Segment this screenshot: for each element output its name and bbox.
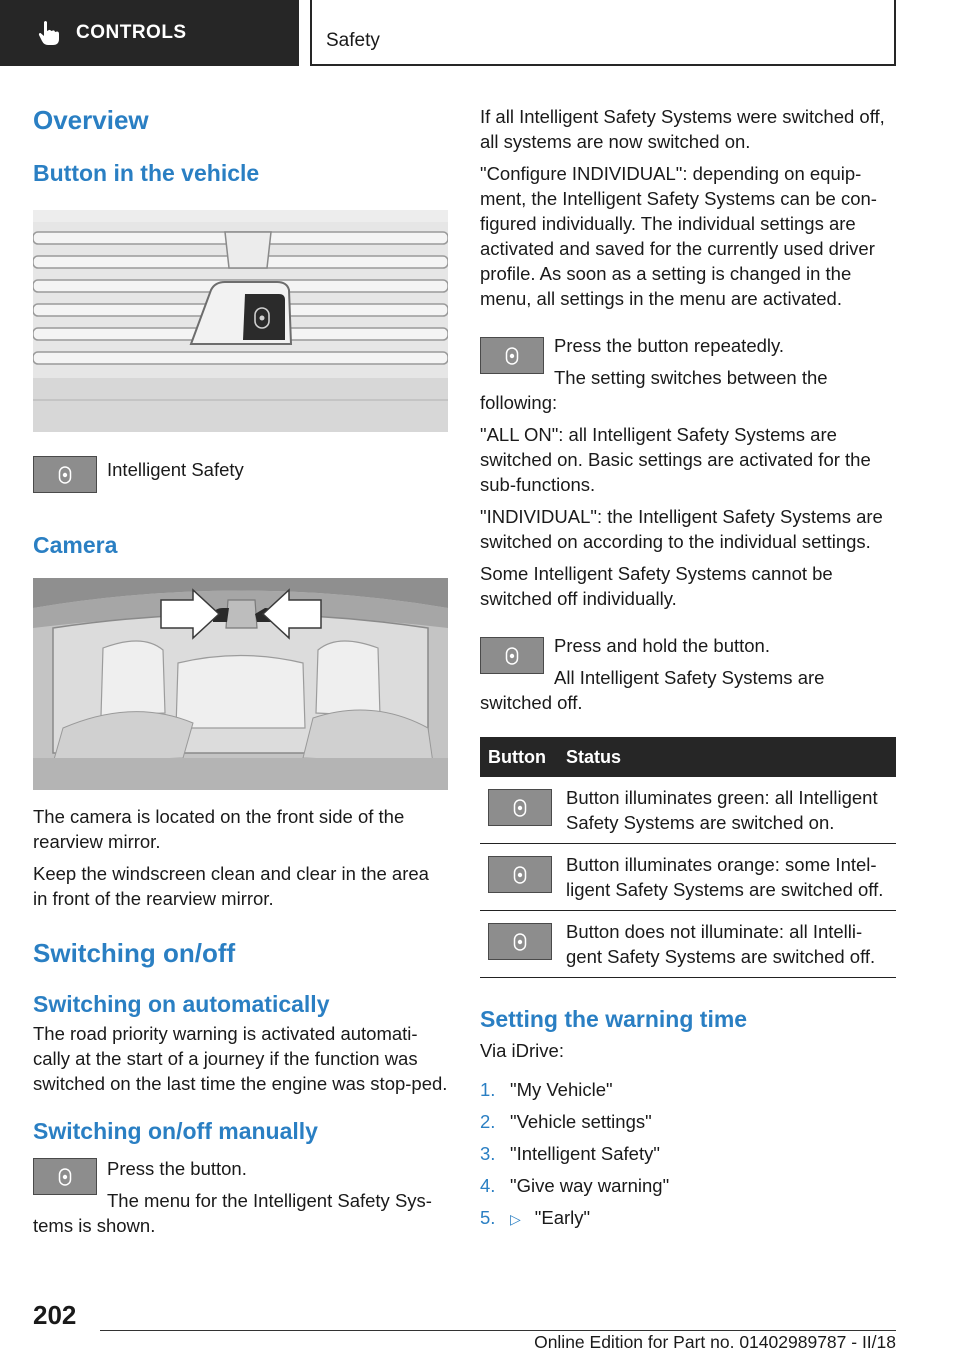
page-header: [0, 0, 960, 66]
camera-clean-text: Keep the windscreen clean and clear in the area in front of the rearview mirror.: [33, 863, 429, 909]
intelligent-safety-row: [33, 456, 448, 516]
manual-switch-row: [33, 1156, 448, 1238]
intelligent-safety-button: [33, 456, 97, 493]
table-row: [480, 844, 896, 911]
table-row: [480, 911, 896, 978]
press-hold-text: Press and hold the button.: [554, 635, 770, 656]
triangle-marker-icon: ▷: [510, 1211, 521, 1227]
list-item: 5. ▷ "Early": [480, 1207, 591, 1228]
status-text: Button does not illuminate: all Intelli-gent Safety Systems are switched off.: [558, 911, 896, 978]
safety-shield-icon: [58, 466, 72, 484]
section-label: CONTROLS: [76, 22, 187, 43]
list-item: 4. "Give way warning": [480, 1175, 670, 1196]
list-item: 2. "Vehicle settings": [480, 1111, 652, 1132]
heading-camera: Camera: [33, 532, 118, 558]
heading-switching-automatically: Switching on automatically: [33, 991, 330, 1017]
some-systems-text: Some Intelligent Safety Systems cannot be switched off individually.: [480, 563, 833, 609]
press-repeatedly-text: Press the button repeatedly.: [554, 335, 785, 356]
status-button-orange: [488, 856, 552, 893]
page-number: 202: [33, 1300, 77, 1330]
safety-shield-icon: [513, 799, 527, 817]
individual-text: "INDIVIDUAL": the Intelligent Safety Systems are switched on according to the individual settings.: [480, 506, 883, 552]
topic-label: Safety: [326, 30, 380, 51]
press-repeatedly-row: [480, 333, 896, 415]
right-column: [480, 104, 896, 1239]
safety-shield-icon: [505, 347, 519, 365]
all-switched-off-text: All Intelligent Safety Systems are switched off.: [480, 667, 825, 713]
table-icon-cell: [480, 911, 558, 978]
via-idrive-text: Via iDrive:: [480, 1040, 564, 1061]
dashboard-button-figure: [33, 210, 448, 432]
list-item: 1. "My Vehicle": [480, 1079, 613, 1100]
section-tab: [0, 0, 299, 66]
header-status: Status: [558, 737, 896, 777]
dashboard-button-illustration: [33, 210, 448, 432]
heading-warning-time: Setting the warning time: [480, 1006, 748, 1032]
safety-shield-icon: [513, 933, 527, 951]
safety-shield-icon: [505, 647, 519, 665]
all-off-text: If all Intelligent Safety Systems were switched off, all systems are now switched on.: [480, 106, 885, 152]
heading-switching-manually: Switching on/off manually: [33, 1118, 318, 1144]
camera-figure: [33, 578, 448, 790]
status-button-green: [488, 789, 552, 826]
switches-between-text: The setting switches between the following:: [480, 367, 828, 413]
table-icon-cell: [480, 844, 558, 911]
table-icon-cell: [480, 777, 558, 844]
manual-switch-button: [33, 1158, 97, 1195]
heading-overview: Overview: [33, 105, 149, 135]
status-table-header: [480, 737, 896, 777]
table-row: [480, 777, 896, 844]
header-button: Button: [480, 737, 558, 777]
safety-shield-icon: [58, 1168, 72, 1186]
status-table: [480, 737, 896, 978]
menu-shown-text: The menu for the Intelligent Safety Sys-tems is shown.: [33, 1190, 432, 1236]
auto-switch-text: The road priority warning is activated automati-cally at the start of a journey if the function was switched on the last time the engine was stop-ped.: [33, 1023, 448, 1094]
hold-press-button: [480, 637, 544, 674]
all-on-text: "ALL ON": all Intelligent Safety Systems are switched on. Basic settings are activated for the sub-functions.: [480, 424, 871, 495]
camera-location-text: The camera is located on the front side of the rearview mirror.: [33, 806, 405, 852]
repeat-press-button: [480, 337, 544, 374]
safety-shield-icon: [513, 866, 527, 884]
topic-box: [310, 0, 896, 66]
heading-switching-on-off: Switching on/off: [33, 938, 236, 968]
pointing-hand-icon: [38, 20, 60, 46]
status-button-off: [488, 923, 552, 960]
footer-divider: [100, 1330, 896, 1331]
press-button-text: Press the button.: [107, 1158, 247, 1179]
status-text: Button illuminates green: all Intelligent Safety Systems are switched on.: [558, 777, 896, 844]
press-hold-row: [480, 633, 896, 715]
edition-text: Online Edition for Part no. 01402989787 - II/18: [534, 1332, 896, 1352]
idrive-steps: [480, 1077, 896, 1232]
camera-illustration: [33, 578, 448, 790]
list-item: 3. "Intelligent Safety": [480, 1143, 660, 1164]
status-text: Button illuminates orange: some Intel-ligent Safety Systems are switched off.: [558, 844, 896, 911]
intelligent-safety-caption: Intelligent Safety: [107, 459, 244, 480]
left-column: [33, 100, 448, 1238]
configure-individual-text: "Configure INDIVIDUAL": depending on equip-ment, the Intelligent Safety Systems can be con-figured individually. The individual settings are activated and saved for the currently used driver profile. As soon as a setting is changed in the menu, all settings in the menu are activated.: [480, 163, 877, 309]
heading-button-in-vehicle: Button in the vehicle: [33, 160, 260, 186]
